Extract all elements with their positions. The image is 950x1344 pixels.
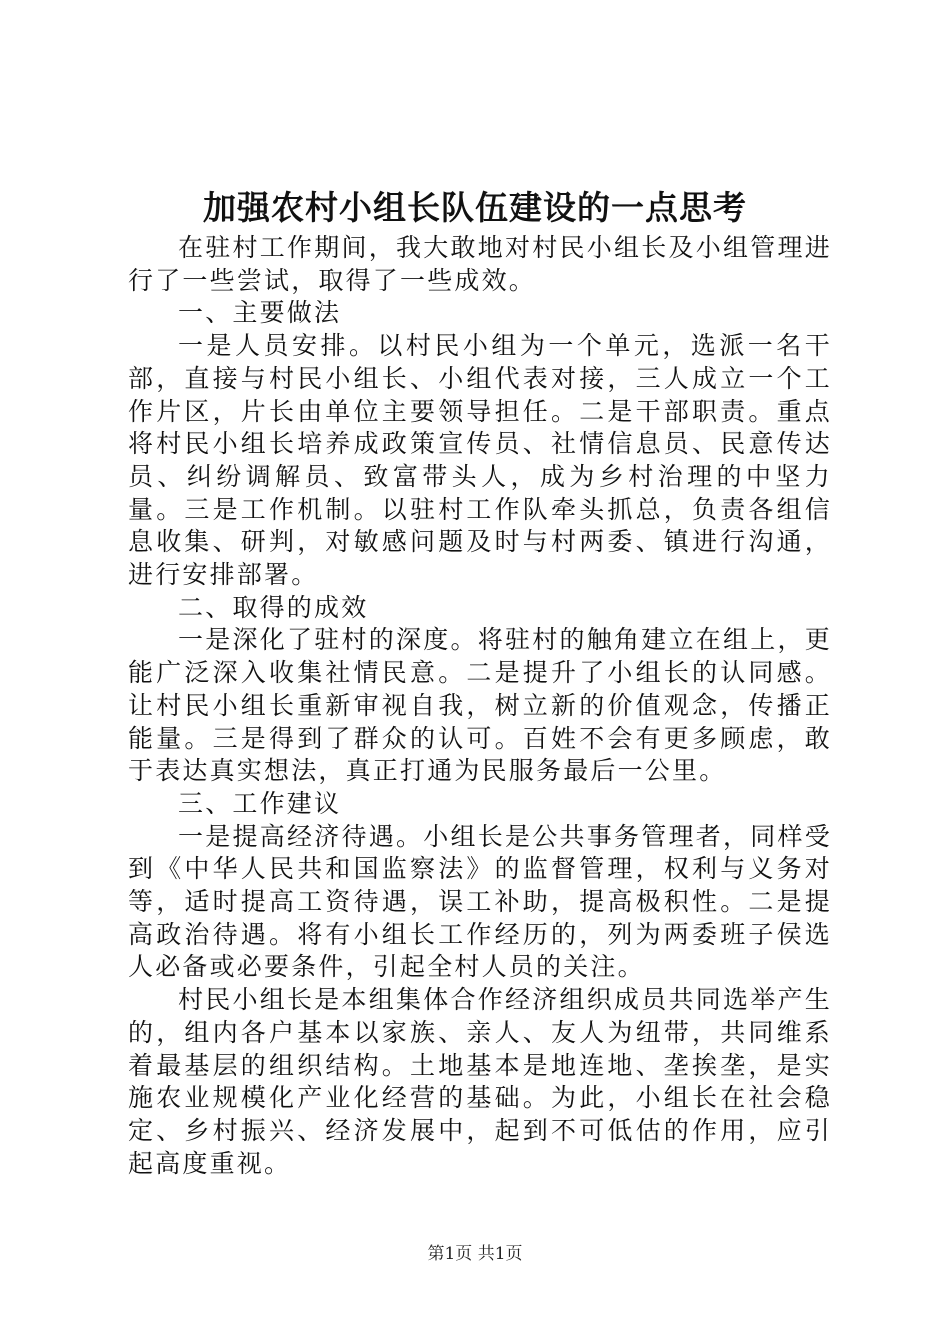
body-paragraph-practices: 一是人员安排。以村民小组为一个单元，选派一名干部，直接与村民小组长、小组代表对接，三人成立一个工作片区，片长由单位主要领导担任。二是干部职责。重点将村民小组长培养成政策宣传员、社情信息员、民意传达员、纠纷调解员、致富带头人，成为乡村治理的中坚力量。三是工作机制。以驻村工作队牵头抓总，负责各组信息收集、研判，对敏感问题及时与村两委、镇进行沟通，进行安排部署。 bbox=[128, 331, 832, 590]
body-paragraph-conclusion: 村民小组长是本组集体合作经济组织成员共同选举产生的，组内各户基本以家族、亲人、友人为纽带，共同维系着最基层的组织结构。土地基本是地连地、垄挨垄，是实施农业规模化产业化经营的基础。为此，小组长在社会稳定、乡村振兴、经济发展中，起到不可低估的作用，应引起高度重视。 bbox=[128, 985, 832, 1178]
section-heading-main-practices: 一、主要做法 bbox=[178, 298, 342, 328]
section-heading-results: 二、取得的成效 bbox=[178, 592, 369, 622]
intro-paragraph: 在驻村工作期间，我大敢地对村民小组长及小组管理进行了一些尝试，取得了一些成效。 bbox=[128, 233, 832, 295]
body-paragraph-results: 一是深化了驻村的深度。将驻村的触角建立在组上，更能广泛深入收集社情民意。二是提升了小组长的认同感。让村民小组长重新审视自我，树立新的价值观念，传播正能量。三是得到了群众的认可。百姓不会有更多顾虑，敢于表达真实想法，真正打通为民服务最后一公里。 bbox=[128, 625, 832, 786]
document-body bbox=[128, 232, 832, 1180]
page-number-footer: 第1页 共1页 bbox=[427, 1244, 523, 1264]
body-paragraph-suggestions: 一是提高经济待遇。小组长是公共事务管理者，同样受到《中华人民共和国监察法》的监督管理，权利与义务对等，适时提高工资待遇，误工补助，提高极积性。二是提高政治待遇。将有小组长工作经历的，列为两委班子侯选人必备或必要条件，引起全村人员的关注。 bbox=[128, 821, 832, 982]
document-title: 加强农村小组长队伍建设的一点思考 bbox=[203, 188, 747, 227]
section-heading-suggestions: 三、工作建议 bbox=[178, 788, 342, 818]
